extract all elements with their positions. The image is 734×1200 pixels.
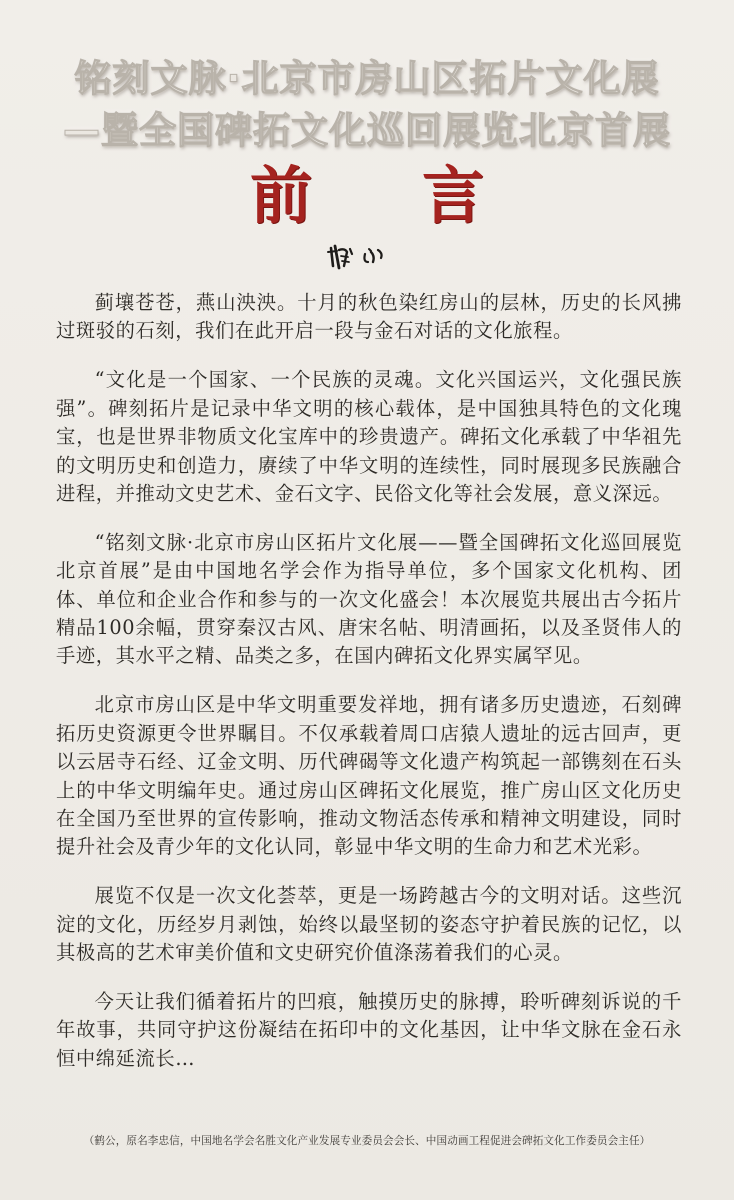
paragraph-4: 北京市房山区是中华文明重要发祥地，拥有诸多历史遗迹，石刻碑拓历史资源更令世界瞩目。不仅承载着周口店猿人遗址的远古回声，更以云居寺石经、辽金文明、历代碑碣等文化遗产构筑起一部镌刻在石头上的中华文明编年史。通过房山区碑拓文化展览，推广房山区文化历史在全国乃至世界的宣传影响，推动文物活态传承和精神文明建设，同时提升社会及青少年的文化认同，彰显中华文明的生命力和艺术光彩。	[56, 693, 682, 859]
exhibition-title-line-1: 铭刻文脉·北京市房山区拓片文化展	[74, 57, 660, 100]
paragraph-6: 今天让我们循着拓片的凹痕，触摸历史的脉搏，聆听碑刻诉说的千年故事，共同守护这份凝结在拓印中的文化基因，让中华文脉在金石永恒中绵延流长…	[56, 990, 682, 1070]
paragraph-2: “文化是一个国家、一个民族的灵魂。文化兴国运兴，文化强民族强”。碑刻拓片是记录中华文明的核心载体，是中国独具特色的文化瑰宝，也是世界非物质文化宝库中的珍贵遗产。碑拓文化承载了中华祖先的文明历史和创造力，赓续了中华文明的连续性，同时展现多民族融合进程，并推动文史艺术、金石文字、民俗文化等社会发展，意义深远。	[56, 368, 682, 505]
preface-body	[56, 289, 682, 1094]
exhibition-title-line-2: —暨全国碑拓文化巡回展览北京首展	[63, 109, 671, 152]
preface-heading: 前言	[249, 159, 594, 232]
author-footnote: （鹤公，原名李忠信，中国地名学会名胜文化产业发展专业委员会会长、中国动画工程促进会碑拓文化工作委员会主任）	[83, 1135, 651, 1147]
handwritten-signature	[325, 240, 395, 274]
paragraph-1: 蓟壤苍苍，燕山泱泱。十月的秋色染红房山的层林，历史的长风拂过斑驳的石刻，我们在此开启一段与金石对话的文化旅程。	[56, 291, 682, 343]
paragraph-3: “铭刻文脉·北京市房山区拓片文化展——暨全国碑拓文化巡回展览北京首展”是由中国地名学会作为指导单位，多个国家文化机构、团体、单位和企业合作和参与的一次文化盛会！本次展览共展出古今拓片精品100余幅，贯穿秦汉古风、唐宋名帖、明清画拓，以及圣贤伟人的手迹，其水平之精、品类之多，在国内碑拓文化界实属罕见。	[56, 530, 682, 668]
paragraph-5: 展览不仅是一次文化荟萃，更是一场跨越古今的文明对话。这些沉淀的文化，历经岁月剥蚀，始终以最坚韧的姿态守护着民族的记忆，以其极高的艺术审美价值和文史研究价值涤荡着我们的心灵。	[56, 884, 682, 965]
